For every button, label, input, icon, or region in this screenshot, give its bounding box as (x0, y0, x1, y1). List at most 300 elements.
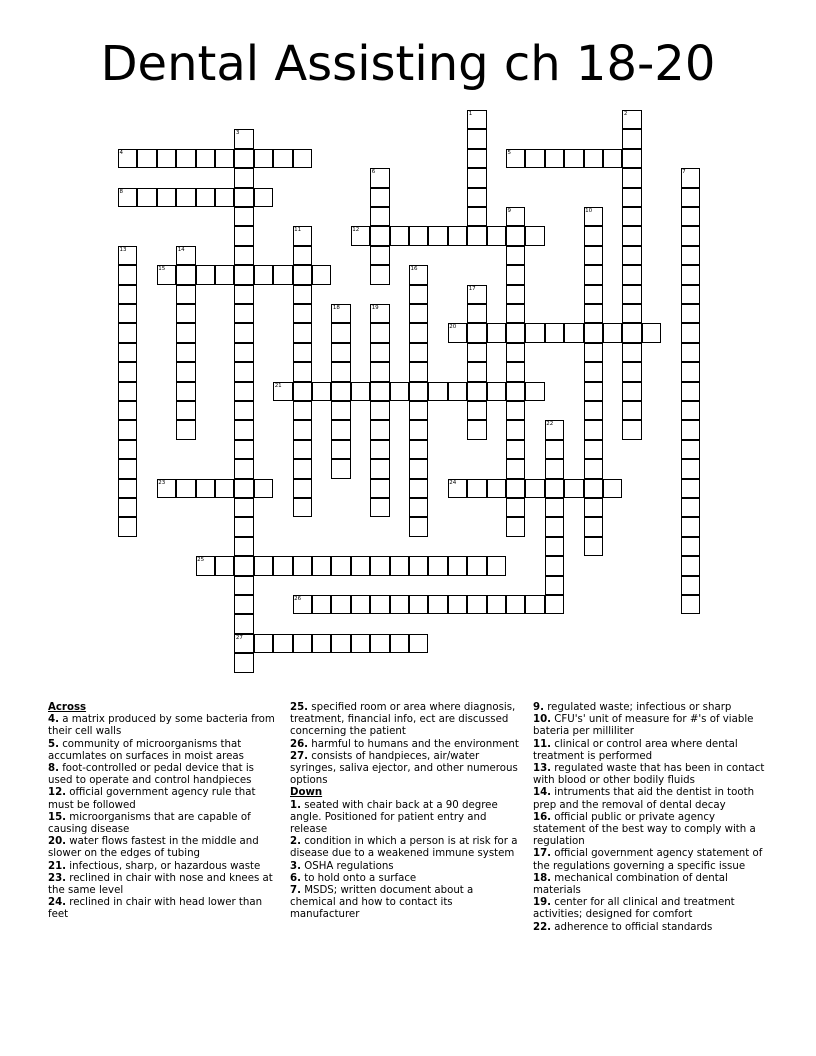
grid-cell[interactable] (273, 556, 292, 575)
grid-cell[interactable] (196, 149, 215, 168)
grid-cell[interactable] (428, 226, 447, 245)
grid-cell[interactable] (622, 285, 641, 304)
grid-cell[interactable] (584, 304, 603, 323)
grid-cell[interactable] (293, 323, 312, 342)
grid-cell[interactable] (176, 285, 195, 304)
grid-cell[interactable] (370, 420, 389, 439)
grid-cell[interactable] (525, 323, 544, 342)
grid-cell[interactable] (234, 149, 253, 168)
grid-cell[interactable] (234, 226, 253, 245)
grid-cell[interactable] (176, 382, 195, 401)
grid-cell[interactable] (234, 304, 253, 323)
grid-cell[interactable] (409, 382, 428, 401)
grid-cell[interactable] (254, 479, 273, 498)
grid-cell[interactable] (118, 304, 137, 323)
grid-cell[interactable] (409, 595, 428, 614)
grid-cell[interactable] (215, 188, 234, 207)
grid-cell[interactable] (234, 401, 253, 420)
grid-cell[interactable] (681, 517, 700, 536)
down-clue (533, 812, 765, 849)
grid-cell[interactable] (506, 362, 525, 381)
grid-cell[interactable] (370, 265, 389, 284)
grid-cell[interactable] (293, 304, 312, 323)
grid-cell[interactable] (564, 149, 583, 168)
grid-cell[interactable] (487, 479, 506, 498)
across-header: Across (48, 702, 87, 713)
grid-cell[interactable] (622, 362, 641, 381)
clue-number: 15. (48, 811, 67, 823)
grid-cell[interactable] (331, 556, 350, 575)
clue-number-label: 21 (274, 382, 282, 389)
grid-cell[interactable] (409, 634, 428, 653)
grid-cell[interactable] (312, 556, 331, 575)
grid-cell[interactable] (603, 149, 622, 168)
grid-cell[interactable] (584, 382, 603, 401)
grid-cell[interactable] (176, 304, 195, 323)
grid-cell[interactable] (506, 498, 525, 517)
grid-cell[interactable] (681, 556, 700, 575)
grid-cell[interactable] (118, 498, 137, 517)
grid-cell[interactable] (448, 382, 467, 401)
grid-cell[interactable] (215, 556, 234, 575)
grid-cell[interactable] (254, 634, 273, 653)
grid-cell[interactable] (506, 304, 525, 323)
grid-cell[interactable] (234, 653, 253, 672)
grid-cell[interactable] (370, 188, 389, 207)
grid-cell[interactable] (176, 265, 195, 284)
grid-cell[interactable] (506, 265, 525, 284)
grid-cell[interactable] (467, 323, 486, 342)
grid-cell[interactable] (681, 246, 700, 265)
grid-cell[interactable] (506, 479, 525, 498)
clue-number: 25. (290, 702, 309, 713)
grid-cell[interactable] (428, 382, 447, 401)
grid-cell[interactable] (409, 362, 428, 381)
puzzle-title: Dental Assisting ch 18-20 (100, 36, 716, 92)
grid-cell[interactable] (370, 459, 389, 478)
grid-cell[interactable] (331, 362, 350, 381)
grid-cell[interactable] (196, 188, 215, 207)
grid-cell[interactable] (293, 401, 312, 420)
grid-cell[interactable] (118, 440, 137, 459)
grid-cell[interactable] (467, 129, 486, 148)
grid-cell[interactable] (409, 420, 428, 439)
grid-cell[interactable] (312, 382, 331, 401)
grid-cell[interactable] (370, 226, 389, 245)
grid-cell[interactable] (273, 634, 292, 653)
grid-cell[interactable] (584, 517, 603, 536)
grid-cell[interactable] (409, 479, 428, 498)
grid-cell[interactable] (176, 401, 195, 420)
clue-number: 18. (533, 872, 552, 884)
grid-cell[interactable] (234, 285, 253, 304)
grid-cell[interactable] (234, 576, 253, 595)
grid-cell[interactable] (234, 537, 253, 556)
grid-cell[interactable] (487, 323, 506, 342)
grid-cell[interactable] (351, 595, 370, 614)
grid-cell[interactable] (584, 459, 603, 478)
grid-cell[interactable] (331, 440, 350, 459)
grid-cell[interactable] (681, 595, 700, 614)
grid-cell[interactable] (234, 459, 253, 478)
grid-cell[interactable] (293, 343, 312, 362)
grid-cell[interactable] (545, 479, 564, 498)
grid-cell[interactable] (370, 479, 389, 498)
grid-cell[interactable] (681, 459, 700, 478)
grid-cell[interactable] (681, 479, 700, 498)
grid-cell[interactable] (681, 498, 700, 517)
grid-cell[interactable] (467, 382, 486, 401)
grid-cell[interactable] (622, 129, 641, 148)
grid-cell[interactable] (584, 420, 603, 439)
grid-cell[interactable] (293, 265, 312, 284)
clue-number-label: 12 (352, 227, 360, 234)
grid-cell[interactable] (467, 556, 486, 575)
clue-text: mechanical combination of dental materials (533, 872, 728, 897)
grid-cell[interactable] (681, 537, 700, 556)
grid-cell[interactable] (331, 343, 350, 362)
grid-cell[interactable] (681, 323, 700, 342)
grid-cell[interactable] (409, 285, 428, 304)
grid-cell[interactable] (390, 556, 409, 575)
grid-cell[interactable] (234, 440, 253, 459)
grid-cell[interactable] (370, 401, 389, 420)
grid-cell[interactable] (506, 382, 525, 401)
grid-cell[interactable] (273, 265, 292, 284)
clue-column-3 (533, 702, 765, 934)
grid-cell[interactable] (487, 382, 506, 401)
grid-cell[interactable] (176, 343, 195, 362)
grid-cell[interactable] (293, 634, 312, 653)
grid-cell[interactable] (467, 168, 486, 187)
grid-cell[interactable] (176, 420, 195, 439)
grid-cell[interactable] (331, 401, 350, 420)
grid-cell[interactable] (622, 323, 641, 342)
grid-cell[interactable] (448, 226, 467, 245)
grid-cell[interactable] (234, 382, 253, 401)
grid-cell[interactable] (584, 323, 603, 342)
grid-cell[interactable] (118, 382, 137, 401)
grid-cell[interactable] (584, 149, 603, 168)
grid-cell[interactable] (506, 323, 525, 342)
grid-cell[interactable] (487, 226, 506, 245)
grid-cell[interactable] (622, 168, 641, 187)
grid-cell[interactable] (622, 401, 641, 420)
grid-cell[interactable] (428, 595, 447, 614)
grid-cell[interactable] (331, 595, 350, 614)
grid-cell[interactable] (545, 537, 564, 556)
grid-cell[interactable] (234, 188, 253, 207)
grid-cell[interactable] (234, 323, 253, 342)
grid-cell[interactable] (545, 498, 564, 517)
grid-cell[interactable] (351, 556, 370, 575)
grid-cell[interactable] (351, 382, 370, 401)
grid-cell[interactable] (584, 343, 603, 362)
grid-cell[interactable] (390, 226, 409, 245)
grid-cell[interactable] (584, 440, 603, 459)
grid-cell[interactable] (331, 634, 350, 653)
grid-cell[interactable] (331, 382, 350, 401)
grid-cell[interactable] (409, 498, 428, 517)
grid-cell[interactable] (467, 479, 486, 498)
grid-cell[interactable] (254, 188, 273, 207)
grid-cell[interactable] (545, 323, 564, 342)
grid-cell[interactable] (409, 517, 428, 536)
grid-cell[interactable] (487, 595, 506, 614)
grid-cell[interactable] (506, 595, 525, 614)
grid-cell[interactable] (234, 207, 253, 226)
grid-cell[interactable] (118, 285, 137, 304)
grid-cell[interactable] (584, 537, 603, 556)
grid-cell[interactable] (176, 188, 195, 207)
grid-cell[interactable] (545, 517, 564, 536)
grid-cell[interactable] (564, 323, 583, 342)
grid-cell[interactable] (467, 188, 486, 207)
grid-cell[interactable] (370, 362, 389, 381)
grid-cell[interactable] (681, 265, 700, 284)
grid-cell[interactable] (118, 265, 137, 284)
grid-cell[interactable] (506, 459, 525, 478)
grid-cell[interactable] (293, 556, 312, 575)
grid-cell[interactable] (234, 265, 253, 284)
grid-cell[interactable] (370, 498, 389, 517)
grid-cell[interactable] (681, 207, 700, 226)
grid-cell[interactable] (312, 595, 331, 614)
clue-number-label: 2 (623, 111, 628, 117)
grid-cell[interactable] (506, 517, 525, 536)
grid-cell[interactable] (293, 440, 312, 459)
grid-cell[interactable] (409, 226, 428, 245)
grid-cell[interactable] (506, 226, 525, 245)
grid-cell[interactable] (409, 304, 428, 323)
grid-cell[interactable] (234, 246, 253, 265)
grid-cell[interactable] (409, 459, 428, 478)
grid-cell[interactable] (622, 304, 641, 323)
grid-cell[interactable] (584, 479, 603, 498)
grid-cell[interactable] (467, 304, 486, 323)
grid-cell[interactable] (118, 401, 137, 420)
grid-cell[interactable] (545, 459, 564, 478)
grid-cell[interactable] (118, 323, 137, 342)
grid-cell[interactable] (467, 149, 486, 168)
grid-cell[interactable] (254, 556, 273, 575)
grid-cell[interactable] (370, 595, 389, 614)
grid-cell[interactable] (603, 479, 622, 498)
grid-cell[interactable] (370, 246, 389, 265)
grid-cell[interactable] (390, 634, 409, 653)
clue-number: 5. (48, 738, 59, 750)
grid-cell[interactable] (545, 440, 564, 459)
grid-cell[interactable] (351, 634, 370, 653)
grid-cell[interactable] (293, 420, 312, 439)
grid-cell[interactable] (448, 595, 467, 614)
grid-cell[interactable] (545, 595, 564, 614)
grid-cell[interactable] (525, 149, 544, 168)
grid-cell[interactable] (506, 420, 525, 439)
grid-cell[interactable] (137, 188, 156, 207)
grid-cell[interactable] (293, 246, 312, 265)
grid-cell[interactable] (409, 401, 428, 420)
clue-text: seated with chair back at a 90 degree angle. Positioned for patient entry and release (290, 799, 498, 836)
grid-cell[interactable] (215, 479, 234, 498)
grid-cell[interactable] (428, 556, 447, 575)
grid-cell[interactable] (467, 401, 486, 420)
grid-cell[interactable] (370, 343, 389, 362)
grid-cell[interactable] (584, 285, 603, 304)
grid-cell[interactable] (409, 556, 428, 575)
grid-cell[interactable] (234, 498, 253, 517)
grid-cell[interactable] (506, 285, 525, 304)
grid-cell[interactable] (234, 420, 253, 439)
grid-cell[interactable] (176, 149, 195, 168)
grid-cell[interactable] (234, 556, 253, 575)
grid-cell[interactable] (331, 459, 350, 478)
grid-cell[interactable] (681, 401, 700, 420)
grid-cell[interactable] (254, 149, 273, 168)
grid-cell[interactable] (293, 479, 312, 498)
grid-cell[interactable] (370, 440, 389, 459)
down-clue (290, 861, 522, 873)
grid-cell[interactable] (215, 265, 234, 284)
grid-cell[interactable] (331, 323, 350, 342)
grid-cell[interactable] (118, 459, 137, 478)
clue-text: foot-controlled or pedal device that is used to operate and control handpieces (48, 763, 254, 787)
grid-cell[interactable] (681, 362, 700, 381)
grid-cell[interactable] (118, 479, 137, 498)
grid-cell[interactable] (622, 149, 641, 168)
grid-cell[interactable] (312, 634, 331, 653)
grid-cell[interactable] (234, 362, 253, 381)
grid-cell[interactable] (681, 420, 700, 439)
grid-cell[interactable] (293, 362, 312, 381)
grid-cell[interactable] (118, 420, 137, 439)
grid-cell[interactable] (448, 556, 467, 575)
grid-cell[interactable] (390, 382, 409, 401)
grid-cell[interactable] (370, 634, 389, 653)
grid-cell[interactable] (254, 265, 273, 284)
grid-cell[interactable] (467, 362, 486, 381)
grid-cell[interactable] (370, 382, 389, 401)
grid-cell[interactable] (467, 595, 486, 614)
grid-cell[interactable] (137, 149, 156, 168)
grid-cell[interactable] (584, 246, 603, 265)
grid-cell[interactable] (293, 285, 312, 304)
grid-cell[interactable] (234, 614, 253, 633)
grid-cell[interactable] (409, 440, 428, 459)
grid-cell[interactable] (467, 343, 486, 362)
grid-cell[interactable] (584, 265, 603, 284)
grid-cell[interactable] (293, 382, 312, 401)
grid-cell[interactable] (196, 479, 215, 498)
grid-cell[interactable] (584, 498, 603, 517)
grid-cell[interactable] (487, 556, 506, 575)
grid-cell[interactable] (234, 479, 253, 498)
grid-cell[interactable] (506, 401, 525, 420)
grid-cell[interactable] (622, 246, 641, 265)
grid-cell[interactable] (370, 323, 389, 342)
grid-cell[interactable] (390, 595, 409, 614)
grid-cell[interactable] (312, 265, 331, 284)
grid-cell[interactable] (622, 226, 641, 245)
grid-cell[interactable] (467, 420, 486, 439)
grid-cell[interactable] (293, 498, 312, 517)
grid-cell[interactable] (545, 149, 564, 168)
grid-cell[interactable] (234, 517, 253, 536)
clue-number-label: 17 (468, 285, 476, 292)
grid-cell[interactable] (176, 323, 195, 342)
grid-cell[interactable] (622, 420, 641, 439)
grid-cell[interactable] (622, 188, 641, 207)
grid-cell[interactable] (584, 226, 603, 245)
grid-cell[interactable] (196, 265, 215, 284)
grid-cell[interactable] (622, 343, 641, 362)
grid-cell[interactable] (681, 576, 700, 595)
grid-cell[interactable] (681, 226, 700, 245)
grid-cell[interactable] (506, 246, 525, 265)
grid-cell[interactable] (157, 188, 176, 207)
grid-cell[interactable] (118, 517, 137, 536)
grid-cell[interactable] (525, 226, 544, 245)
grid-cell[interactable] (681, 188, 700, 207)
grid-cell[interactable] (622, 207, 641, 226)
grid-cell[interactable] (234, 343, 253, 362)
grid-cell[interactable] (293, 149, 312, 168)
grid-cell[interactable] (234, 595, 253, 614)
grid-cell[interactable] (681, 304, 700, 323)
grid-cell[interactable] (681, 440, 700, 459)
grid-cell[interactable] (545, 556, 564, 575)
clue-text: center for all clinical and treatment activities; designed for comfort (533, 897, 735, 921)
grid-cell[interactable] (603, 323, 622, 342)
clue-text: condition in which a person is at risk for a disease due to a weakened immune system (290, 836, 518, 860)
grid-cell[interactable] (642, 323, 661, 342)
grid-cell[interactable] (506, 343, 525, 362)
grid-cell[interactable] (118, 343, 137, 362)
grid-cell[interactable] (681, 285, 700, 304)
grid-cell[interactable] (467, 226, 486, 245)
grid-cell[interactable] (370, 207, 389, 226)
grid-cell[interactable] (525, 479, 544, 498)
grid-cell[interactable] (234, 168, 253, 187)
grid-cell[interactable] (545, 576, 564, 595)
grid-cell[interactable] (157, 149, 176, 168)
grid-cell[interactable] (681, 382, 700, 401)
grid-cell[interactable] (467, 207, 486, 226)
grid-cell[interactable] (409, 323, 428, 342)
grid-cell[interactable] (331, 420, 350, 439)
grid-cell[interactable] (525, 595, 544, 614)
grid-cell[interactable] (370, 556, 389, 575)
grid-cell[interactable] (506, 440, 525, 459)
grid-cell[interactable] (584, 362, 603, 381)
grid-cell[interactable] (525, 382, 544, 401)
across-clue (290, 739, 522, 751)
grid-cell[interactable] (681, 343, 700, 362)
grid-cell[interactable] (293, 459, 312, 478)
down-clue (290, 885, 522, 922)
grid-cell[interactable] (176, 362, 195, 381)
clue-number: 11. (533, 738, 552, 750)
grid-cell[interactable] (118, 362, 137, 381)
grid-cell[interactable] (622, 265, 641, 284)
grid-cell[interactable] (409, 343, 428, 362)
grid-cell[interactable] (622, 382, 641, 401)
grid-cell[interactable] (215, 149, 234, 168)
grid-cell[interactable] (564, 479, 583, 498)
grid-cell[interactable] (176, 479, 195, 498)
grid-cell[interactable] (584, 401, 603, 420)
grid-cell[interactable] (273, 149, 292, 168)
